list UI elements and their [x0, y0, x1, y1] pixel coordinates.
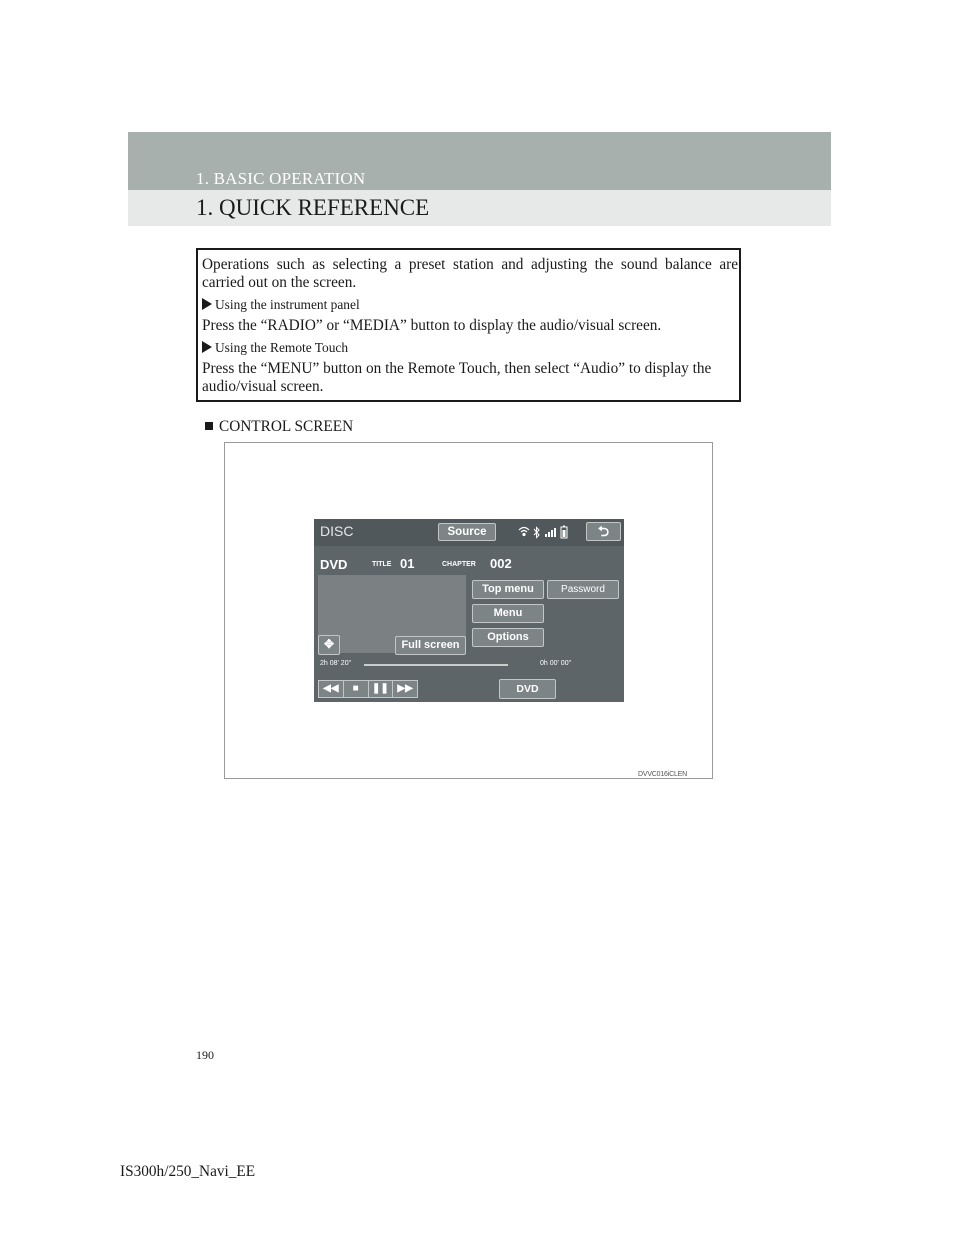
status-icons: [517, 524, 573, 541]
menu-button[interactable]: Menu: [472, 604, 544, 623]
method-heading-instrument-panel: [202, 296, 739, 314]
playback-controls: [318, 680, 418, 698]
method-text-instrument-panel: Press the “RADIO” or “MEDIA” button to display the audio/visual screen.: [202, 317, 662, 334]
footer-code: IS300h/250_Navi_EE: [120, 1163, 256, 1180]
bluetooth-icon: [534, 528, 539, 538]
page-number: 190: [196, 1048, 214, 1062]
info-box: [196, 248, 741, 402]
chapter-value: 002: [490, 556, 512, 571]
control-screen-heading-label: CONTROL SCREEN: [219, 418, 354, 435]
method-text-remote-touch: Press the “MENU” button on the Remote Touch, then select “Audio” to display the audio/visual screen.: [202, 360, 712, 395]
back-button[interactable]: [586, 522, 621, 541]
total-time: 0h 00' 00": [540, 660, 572, 667]
back-arrow-icon: ⮌: [597, 523, 610, 539]
elapsed-time: 2h 08' 20": [320, 660, 352, 667]
method-heading-label: Using the instrument panel: [215, 297, 360, 312]
triangle-bullet-icon: [202, 341, 212, 353]
rewind-button[interactable]: ◀◀: [319, 681, 344, 697]
dvd-control-screen: [314, 519, 624, 713]
source-button[interactable]: Source: [438, 523, 496, 541]
page-title: 1. QUICK REFERENCE: [196, 195, 430, 220]
chapter-label: CHAPTER: [442, 561, 476, 568]
password-button[interactable]: Password: [547, 580, 619, 599]
title-value: 01: [400, 556, 415, 571]
method-heading-remote-touch: [202, 339, 739, 357]
move-arrows-icon: ✥: [323, 637, 335, 651]
control-screen-heading: [205, 418, 353, 436]
square-bullet-icon: [205, 422, 213, 430]
options-button[interactable]: Options: [472, 628, 544, 647]
progress-bar[interactable]: [364, 664, 508, 666]
fast-forward-button[interactable]: ▶▶: [397, 683, 413, 694]
full-screen-button[interactable]: Full screen: [395, 636, 466, 655]
move-button[interactable]: [318, 635, 340, 655]
intro-text: Operations such as selecting a preset station and adjusting the sound balance are carried out on the screen.: [202, 256, 738, 291]
figure-code: DVVC016iCLEN: [638, 771, 687, 778]
media-type-label: DVD: [320, 557, 348, 572]
title-label: TITLE: [372, 561, 392, 568]
wifi-icon: [519, 528, 529, 536]
method-heading-label: Using the Remote Touch: [215, 340, 349, 355]
source-label: DISC: [320, 523, 354, 539]
top-menu-button[interactable]: Top menu: [472, 580, 544, 599]
section-header: 1. BASIC OPERATION: [196, 169, 366, 188]
stop-button[interactable]: ■: [344, 681, 369, 697]
disc-info-row: [314, 553, 624, 573]
pause-button[interactable]: ❚❚: [369, 681, 394, 697]
triangle-bullet-icon: [202, 298, 212, 310]
dvd-settings-button[interactable]: DVD settings: [499, 679, 556, 699]
signal-icon: [545, 528, 556, 537]
battery-icon: [561, 526, 567, 539]
